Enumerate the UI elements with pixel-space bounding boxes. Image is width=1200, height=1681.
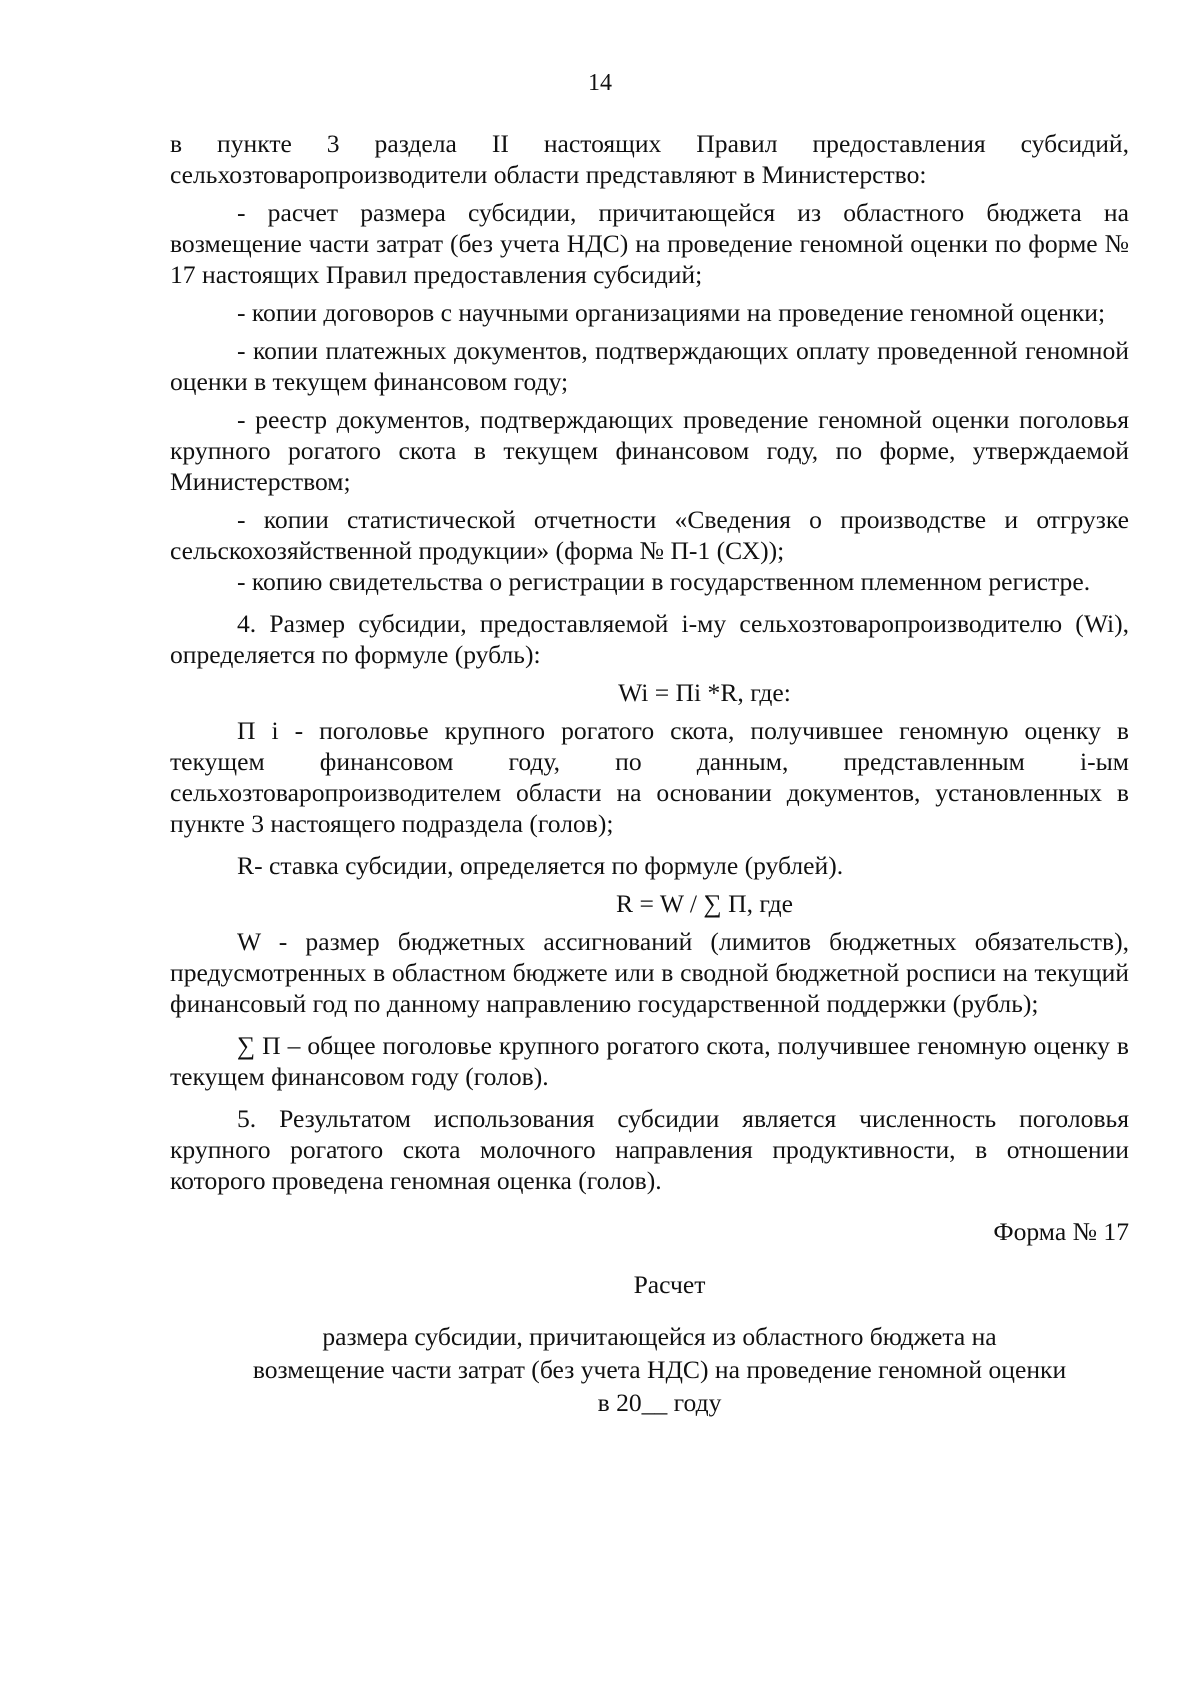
list-item-certificate: - копию свидетельства о регистрации в государственном племенном регистре. bbox=[237, 567, 1091, 596]
list-item-statistics: - копии статистической отчетности «Сведения о производстве и отгрузке сельскохозяйственной продукции» (форма № П-1 (СХ)); bbox=[170, 505, 1129, 565]
definition-sum-p: ∑ П – общее поголовье крупного рогатого скота, получившее геномную оценку в текущем финансовом году (голов). bbox=[170, 1031, 1129, 1091]
calculation-title: Расчет bbox=[633, 1270, 706, 1299]
document-body bbox=[170, 128, 1129, 1419]
definition-r: R- ставка субсидии, определяется по формуле (рублей). bbox=[237, 851, 844, 880]
calculation-subtitle-line-1: размера субсидии, причитающейся из областного бюджета на bbox=[322, 1322, 997, 1351]
definition-w: W - размер бюджетных ассигнований (лимитов бюджетных обязательств), предусмотренных в областном бюджете или в сводной бюджетной росписи на текущий финансовый год по данному направлению государственной поддержки (рубль); bbox=[170, 927, 1129, 1018]
formula-r: R = W / ∑ П, где bbox=[616, 889, 793, 918]
definition-pi: П i - поголовье крупного рогатого скота, получившее геномную оценку в текущем финансовом году, по данным, представленным i-ым сельхозтоваропроизводителем области на основании документов, установленных в пункте 3 настоящего подраздела (голов); bbox=[170, 716, 1129, 838]
list-item-calculation: - расчет размера субсидии, причитающейся из областного бюджета на возмещение части затрат (без учета НДС) на проведение геномной оценки по форме № 17 настоящих Правил предоставления субсидий; bbox=[170, 198, 1129, 289]
page-number: 14 bbox=[588, 70, 612, 96]
form-label: Форма № 17 bbox=[993, 1217, 1129, 1246]
paragraph-section-5: 5. Результатом использования субсидии является численность поголовья крупного рогатого скота молочного направления продуктивности, в отношении которого проведена геномная оценка (голов). bbox=[170, 1104, 1129, 1195]
formula-wi: Wi = Пi *R, где: bbox=[618, 678, 791, 707]
paragraph-intro: в пункте 3 раздела II настоящих Правил предоставления субсидий, сельхозтоваропроизводители области представляют в Министерство: bbox=[170, 129, 1129, 189]
calculation-subtitle bbox=[170, 1320, 1129, 1419]
paragraph-section-4: 4. Размер субсидии, предоставляемой i-му сельхозтоваропроизводителю (Wi), определяется по формуле (рубль): bbox=[170, 609, 1129, 669]
calculation-subtitle-line-2: возмещение части затрат (без учета НДС) на проведение геномной оценки bbox=[252, 1355, 1067, 1384]
list-item-contracts: - копии договоров с научными организациями на проведение геномной оценки; bbox=[237, 298, 1106, 327]
list-item-payments: - копии платежных документов, подтверждающих оплату проведенной геномной оценки в текущем финансовом году; bbox=[170, 336, 1129, 396]
list-item-registry: - реестр документов, подтверждающих проведение геномной оценки поголовья крупного рогатого скота в текущем финансовом году, по форме, утверждаемой Министерством; bbox=[170, 405, 1129, 496]
calculation-subtitle-line-3: в 20__ году bbox=[597, 1388, 722, 1417]
